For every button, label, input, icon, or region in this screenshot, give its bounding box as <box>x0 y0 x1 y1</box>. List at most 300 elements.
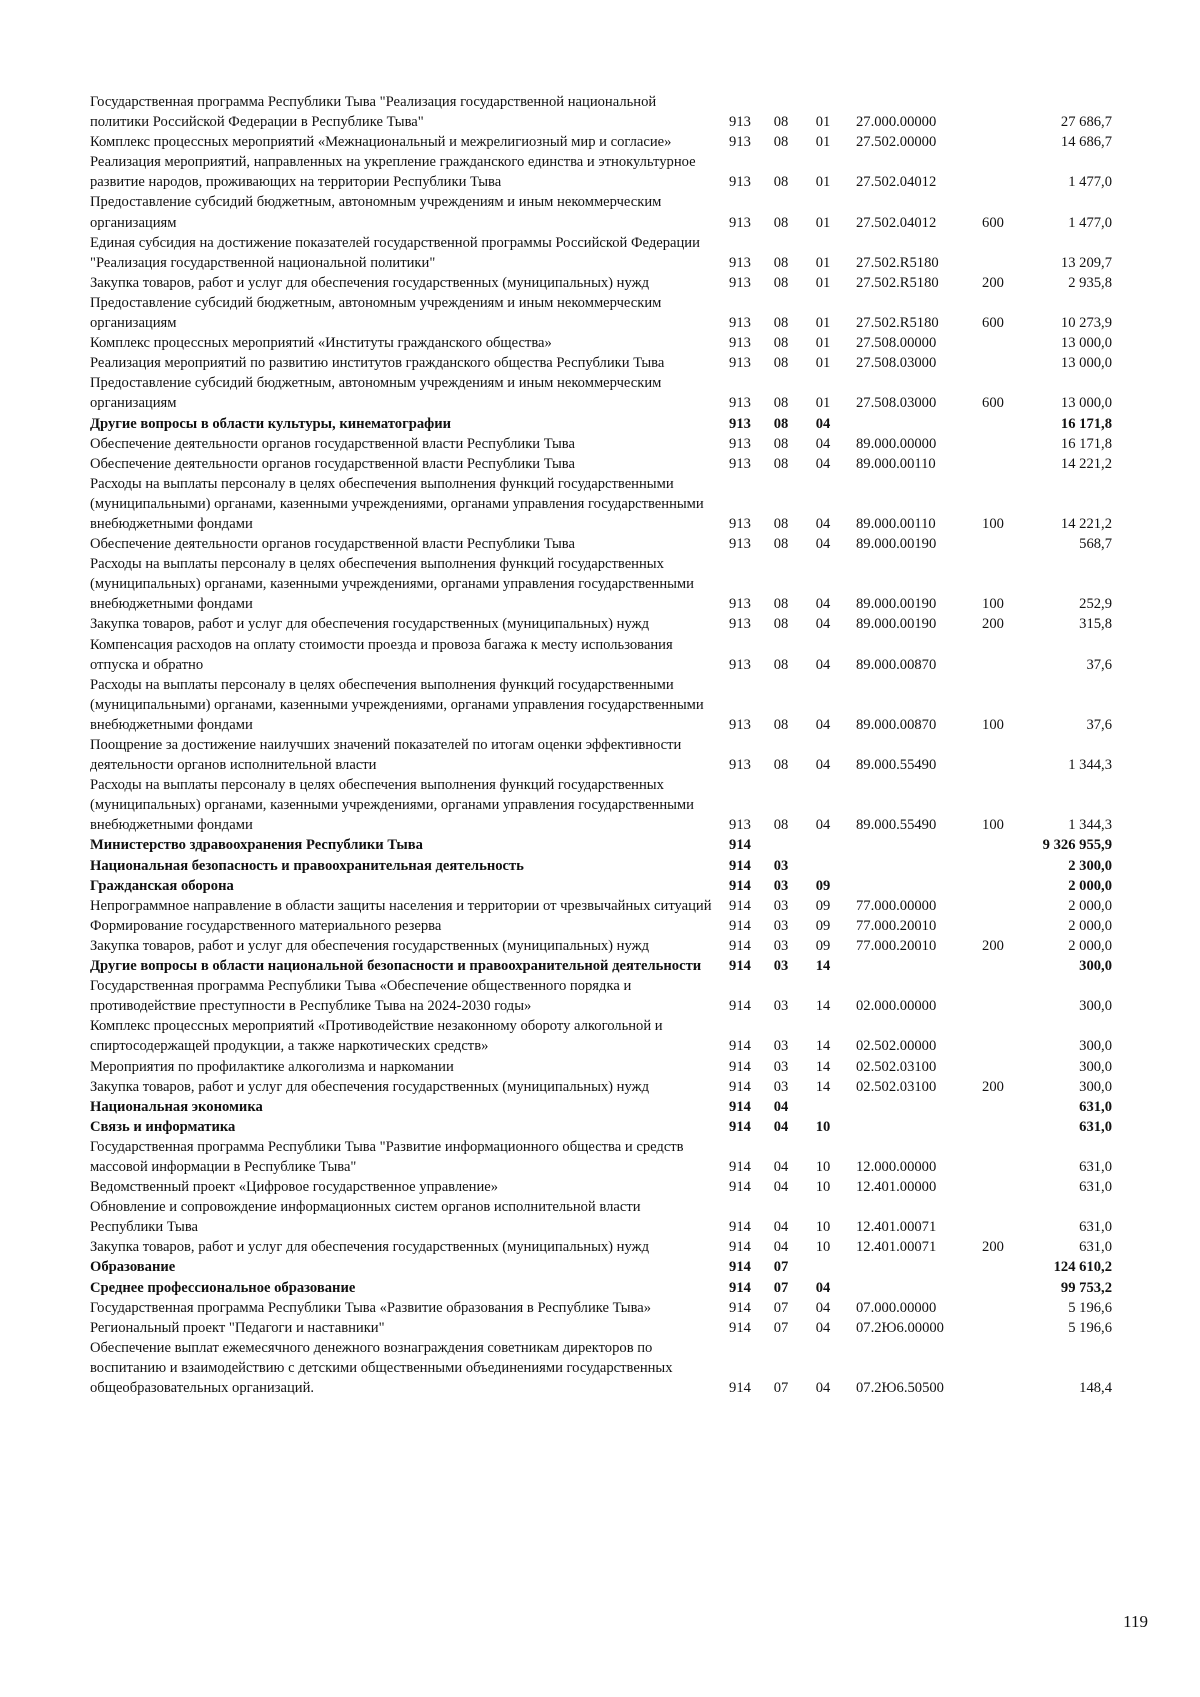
amount: 568,7 <box>1079 536 1112 553</box>
grbs-code: 913 <box>729 435 751 452</box>
amount: 1 344,3 <box>1068 757 1112 774</box>
table-row <box>90 876 1130 896</box>
target-article-code: 89.000.55490 <box>856 817 937 834</box>
grbs-code: 913 <box>729 134 751 151</box>
target-article-code: 02.000.00000 <box>856 998 937 1015</box>
row-name: Обеспечение выплат ежемесячного денежного вознаграждения советникам директоров по воспитанию и взаимодействию с детскими общественными объединениями государственных общеобразовательных организаций. <box>90 1339 673 1396</box>
target-article-code: 89.000.00870 <box>856 656 937 673</box>
amount: 27 686,7 <box>1060 114 1112 131</box>
amount: 14 686,7 <box>1060 134 1112 151</box>
subsection-code: 14 <box>815 958 831 975</box>
grbs-code: 914 <box>729 1299 751 1316</box>
table-row <box>90 635 1130 675</box>
expense-type-code: 100 <box>982 596 1004 613</box>
grbs-code: 914 <box>729 958 751 975</box>
row-name: Расходы на выплаты персоналу в целях обеспечения выполнения функций государственными (муниципальными) органами, казенными учреждениями, органами управления государственными внебюджетными фондами <box>90 676 704 733</box>
subsection-code: 04 <box>815 616 831 633</box>
amount: 300,0 <box>1079 1038 1112 1055</box>
row-name: Закупка товаров, работ и услуг для обеспечения государственных (муниципальных) нужд <box>90 616 650 633</box>
target-article-code: 89.000.00000 <box>856 435 937 452</box>
section-code: 08 <box>773 616 789 633</box>
grbs-code: 914 <box>729 1158 751 1175</box>
table-row <box>90 1338 1130 1398</box>
row-name: Реализация мероприятий, направленных на укрепление гражданского единства и этнокультурное развитие народов, проживающих на территории Республики Тыва <box>90 154 696 191</box>
section-code: 08 <box>773 134 789 151</box>
grbs-code: 913 <box>729 455 751 472</box>
grbs-code: 913 <box>729 716 751 733</box>
row-name: Расходы на выплаты персоналу в целях обеспечения выполнения функций государственными (муниципальными) органами, казенными учреждениями, органами управления государственными внебюджетными фондами <box>90 475 704 532</box>
table-row <box>90 976 1130 1016</box>
target-article-code: 27.508.03000 <box>856 395 937 412</box>
table-row <box>90 333 1130 353</box>
grbs-code: 913 <box>729 515 751 532</box>
amount: 2 000,0 <box>1068 917 1112 934</box>
grbs-code: 913 <box>729 656 751 673</box>
section-code: 07 <box>773 1380 789 1396</box>
row-name: Государственная программа Республики Тыва "Развитие информационного общества и средств массовой информации в Республике Тыва" <box>90 1138 684 1175</box>
subsection-code: 04 <box>815 716 831 733</box>
target-article-code: 89.000.55490 <box>856 757 937 774</box>
row-name: Комплекс процессных мероприятий «Институты гражданского общества» <box>90 335 552 352</box>
target-article-code: 27.502.00000 <box>856 134 937 151</box>
table-row <box>90 775 1130 835</box>
section-code: 08 <box>773 355 789 372</box>
row-name: Непрограммное направление в области защиты населения и территории от чрезвычайных ситуаций <box>90 897 712 914</box>
amount: 300,0 <box>1079 998 1112 1015</box>
section-code: 07 <box>773 1299 789 1316</box>
section-code: 08 <box>773 174 789 191</box>
grbs-code: 914 <box>729 1098 751 1115</box>
table-row <box>90 936 1130 956</box>
subsection-code: 04 <box>815 656 831 673</box>
target-article-code: 27.502.R5180 <box>856 274 939 291</box>
amount: 2 000,0 <box>1068 937 1112 954</box>
section-code: 04 <box>773 1098 789 1115</box>
expense-type-code: 100 <box>982 716 1004 733</box>
amount: 124 610,2 <box>1053 1259 1112 1276</box>
table-row <box>90 414 1130 434</box>
subsection-code: 09 <box>815 897 831 914</box>
section-code: 04 <box>773 1239 789 1256</box>
target-article-code: 07.2Ю6.00000 <box>856 1319 944 1336</box>
target-article-code: 77.000.20010 <box>856 917 937 934</box>
amount: 37,6 <box>1086 716 1112 733</box>
target-article-code: 12.401.00071 <box>856 1219 937 1236</box>
grbs-code: 914 <box>729 857 751 874</box>
subsection-code: 04 <box>815 536 831 553</box>
amount: 13 000,0 <box>1060 355 1112 372</box>
table-row <box>90 1197 1130 1237</box>
target-article-code: 89.000.00190 <box>856 616 937 633</box>
row-name: Реализация мероприятий по развитию институтов гражданского общества Республики Тыва <box>90 355 665 372</box>
grbs-code: 913 <box>729 114 751 131</box>
table-row <box>90 434 1130 454</box>
section-code: 03 <box>773 937 789 954</box>
table-row <box>90 534 1130 554</box>
target-article-code: 89.000.00190 <box>856 596 937 613</box>
amount: 2 300,0 <box>1068 857 1112 874</box>
subsection-code: 01 <box>815 315 831 332</box>
subsection-code: 01 <box>815 174 831 191</box>
amount: 9 326 955,9 <box>1042 837 1112 854</box>
table-row <box>90 353 1130 373</box>
row-name: Компенсация расходов на оплату стоимости проезда и провоза багажа к месту использования отпуска и обратно <box>90 636 673 673</box>
grbs-code: 913 <box>729 355 751 372</box>
row-name: Расходы на выплаты персоналу в целях обеспечения выполнения функций государственных (муниципальных) органами, казенными учреждениями, органами управления государственными внебюджетными фондами <box>90 556 694 613</box>
table-row <box>90 1237 1130 1257</box>
table-row <box>90 856 1130 876</box>
section-code: 07 <box>773 1319 789 1336</box>
page-number: 119 <box>1123 1612 1148 1631</box>
amount: 16 171,8 <box>1060 435 1112 452</box>
target-article-code: 12.000.00000 <box>856 1158 937 1175</box>
subsection-code: 01 <box>815 355 831 372</box>
subsection-code: 04 <box>815 1279 831 1296</box>
section-code: 08 <box>773 716 789 733</box>
section-code: 07 <box>773 1279 789 1296</box>
section-code: 03 <box>773 917 789 934</box>
subsection-code: 10 <box>815 1179 831 1196</box>
table-row <box>90 1097 1130 1117</box>
table-row <box>90 1257 1130 1277</box>
grbs-code: 913 <box>729 315 751 332</box>
subsection-code: 04 <box>815 415 831 432</box>
subsection-code: 01 <box>815 134 831 151</box>
amount: 10 273,9 <box>1060 315 1112 332</box>
grbs-code: 913 <box>729 335 751 352</box>
table-row <box>90 896 1130 916</box>
subsection-code: 14 <box>815 1058 831 1075</box>
target-article-code: 27.000.00000 <box>856 114 937 131</box>
subsection-code: 04 <box>815 455 831 472</box>
amount: 148,4 <box>1079 1380 1112 1396</box>
section-code: 08 <box>773 596 789 613</box>
target-article-code: 27.502.04012 <box>856 174 937 191</box>
grbs-code: 913 <box>729 616 751 633</box>
row-name: Расходы на выплаты персоналу в целях обеспечения выполнения функций государственных (муниципальных) органами, казенными учреждениями, органами управления государственными внебюджетными фондами <box>90 777 694 834</box>
amount: 300,0 <box>1079 958 1112 975</box>
amount: 631,0 <box>1079 1098 1112 1115</box>
table-row <box>90 735 1130 775</box>
section-code: 08 <box>773 315 789 332</box>
section-code: 08 <box>773 254 789 271</box>
section-code: 04 <box>773 1179 789 1196</box>
section-code: 08 <box>773 335 789 352</box>
row-name: Министерство здравоохранения Республики Тыва <box>90 837 423 854</box>
table-row <box>90 1057 1130 1077</box>
amount: 99 753,2 <box>1060 1279 1112 1296</box>
table-row <box>90 1278 1130 1298</box>
grbs-code: 914 <box>729 1259 751 1276</box>
subsection-code: 01 <box>815 335 831 352</box>
section-code: 03 <box>773 1078 789 1095</box>
section-code: 08 <box>773 656 789 673</box>
row-name: Комплекс процессных мероприятий «Противодействие незаконному обороту алкогольной и спиртосодержащей продукции, а также наркотических средств» <box>90 1018 663 1055</box>
row-name: Предоставление субсидий бюджетным, автономным учреждениям и иным некоммерческим организациям <box>90 294 662 332</box>
target-article-code: 77.000.00000 <box>856 897 937 914</box>
table-row <box>90 1177 1130 1197</box>
grbs-code: 913 <box>729 596 751 613</box>
table-row <box>90 474 1130 534</box>
row-name: Государственная программа Республики Тыва «Развитие образования в Республике Тыва» <box>90 1299 652 1316</box>
amount: 2 000,0 <box>1068 897 1112 914</box>
section-code: 03 <box>773 1038 789 1055</box>
grbs-code: 914 <box>729 917 751 934</box>
target-article-code: 89.000.00870 <box>856 716 937 733</box>
section-code: 04 <box>773 1118 789 1135</box>
target-article-code: 12.401.00000 <box>856 1179 937 1196</box>
amount: 5 196,6 <box>1068 1299 1112 1316</box>
amount: 13 000,0 <box>1060 335 1112 352</box>
grbs-code: 913 <box>729 817 751 834</box>
table-row <box>90 233 1130 273</box>
grbs-code: 913 <box>729 174 751 191</box>
table-row <box>90 1077 1130 1097</box>
expense-type-code: 200 <box>982 274 1004 291</box>
subsection-code: 14 <box>815 1038 831 1055</box>
grbs-code: 913 <box>729 395 751 412</box>
section-code: 08 <box>773 757 789 774</box>
subsection-code: 04 <box>815 435 831 452</box>
table-row <box>90 1137 1130 1177</box>
subsection-code: 01 <box>815 254 831 271</box>
subsection-code: 09 <box>815 877 831 894</box>
section-code: 08 <box>773 415 789 432</box>
amount: 300,0 <box>1079 1058 1112 1075</box>
subsection-code: 04 <box>815 757 831 774</box>
amount: 2 000,0 <box>1068 877 1112 894</box>
subsection-code: 01 <box>815 214 831 231</box>
grbs-code: 914 <box>729 1058 751 1075</box>
subsection-code: 09 <box>815 917 831 934</box>
row-name: Обеспечение деятельности органов государственной власти Республики Тыва <box>90 455 575 472</box>
table-row <box>90 1117 1130 1137</box>
subsection-code: 04 <box>815 1380 831 1396</box>
table-row <box>90 1298 1130 1318</box>
row-name: Закупка товаров, работ и услуг для обеспечения государственных (муниципальных) нужд <box>90 274 650 291</box>
amount: 2 935,8 <box>1068 274 1112 291</box>
row-name: Предоставление субсидий бюджетным, автономным учреждениям и иным некоммерческим организациям <box>90 194 662 231</box>
grbs-code: 914 <box>729 1380 751 1396</box>
expense-type-code: 600 <box>982 315 1004 332</box>
section-code: 03 <box>773 1058 789 1075</box>
amount: 14 221,2 <box>1060 455 1112 472</box>
grbs-code: 914 <box>729 837 751 854</box>
row-name: Региональный проект "Педагоги и наставники" <box>90 1319 385 1336</box>
grbs-code: 914 <box>729 897 751 914</box>
target-article-code: 77.000.20010 <box>856 937 937 954</box>
amount: 1 344,3 <box>1068 817 1112 834</box>
section-code: 03 <box>773 877 789 894</box>
grbs-code: 914 <box>729 1179 751 1196</box>
row-name: Государственная программа Республики Тыва "Реализация государственной национальной политики Российской Федерации в Республике Тыва" <box>90 94 657 131</box>
grbs-code: 913 <box>729 536 751 553</box>
expense-type-code: 600 <box>982 395 1004 412</box>
amount: 631,0 <box>1079 1239 1112 1256</box>
amount: 1 477,0 <box>1068 174 1112 191</box>
section-code: 04 <box>773 1158 789 1175</box>
grbs-code: 914 <box>729 1118 751 1135</box>
table-row <box>90 92 1130 132</box>
table-row <box>90 273 1130 293</box>
grbs-code: 914 <box>729 1038 751 1055</box>
table-row <box>90 675 1130 735</box>
table-row <box>90 916 1130 936</box>
row-name: Мероприятия по профилактике алкоголизма и наркомании <box>90 1058 454 1075</box>
section-code: 08 <box>773 395 789 412</box>
subsection-code: 04 <box>815 515 831 532</box>
expense-type-code: 100 <box>982 515 1004 532</box>
grbs-code: 914 <box>729 1078 751 1095</box>
row-name: Предоставление субсидий бюджетным, автономным учреждениям и иным некоммерческим организациям <box>90 375 662 412</box>
table-row <box>90 192 1130 232</box>
expense-type-code: 600 <box>982 214 1004 231</box>
grbs-code: 914 <box>729 877 751 894</box>
section-code: 04 <box>773 1219 789 1236</box>
amount: 252,9 <box>1079 596 1112 613</box>
grbs-code: 914 <box>729 998 751 1015</box>
row-name: Другие вопросы в области культуры, кинематографии <box>90 415 452 432</box>
table-row <box>90 956 1130 976</box>
grbs-code: 913 <box>729 254 751 271</box>
expense-type-code: 200 <box>982 937 1004 954</box>
target-article-code: 27.508.03000 <box>856 355 937 372</box>
row-name: Обеспечение деятельности органов государственной власти Республики Тыва <box>90 536 575 553</box>
section-code: 03 <box>773 958 789 975</box>
row-name: Единая субсидия на достижение показателей государственной программы Российской Федерации "Реализация государственной национальной политики" <box>90 234 700 271</box>
row-name: Закупка товаров, работ и услуг для обеспечения государственных (муниципальных) нужд <box>90 937 650 954</box>
target-article-code: 07.000.00000 <box>856 1299 937 1316</box>
table-row <box>90 152 1130 192</box>
target-article-code: 27.502.04012 <box>856 214 937 231</box>
subsection-code: 04 <box>815 1319 831 1336</box>
section-code: 08 <box>773 455 789 472</box>
amount: 37,6 <box>1086 656 1112 673</box>
row-name: Комплекс процессных мероприятий «Межнациональный и межрелигиозный мир и согласие» <box>90 134 672 151</box>
row-name: Ведомственный проект «Цифровое государственное управление» <box>90 1179 499 1196</box>
target-article-code: 89.000.00110 <box>856 515 936 532</box>
amount: 14 221,2 <box>1060 515 1112 532</box>
target-article-code: 89.000.00190 <box>856 536 937 553</box>
section-code: 03 <box>773 897 789 914</box>
table-row <box>90 373 1130 413</box>
row-name: Национальная экономика <box>90 1098 263 1115</box>
grbs-code: 913 <box>729 757 751 774</box>
table-row <box>90 1016 1130 1056</box>
subsection-code: 04 <box>815 1299 831 1316</box>
amount: 631,0 <box>1079 1219 1112 1236</box>
amount: 1 477,0 <box>1068 214 1112 231</box>
row-name: Обновление и сопровождение информационных систем органов исполнительной власти Республики Тыва <box>90 1199 641 1236</box>
budget-table <box>90 92 1130 1398</box>
row-name: Формирование государственного материального резерва <box>90 917 442 934</box>
subsection-code: 01 <box>815 274 831 291</box>
expense-type-code: 200 <box>982 1078 1004 1095</box>
subsection-code: 01 <box>815 395 831 412</box>
subsection-code: 10 <box>815 1158 831 1175</box>
amount: 315,8 <box>1079 616 1112 633</box>
row-name: Другие вопросы в области национальной безопасности и правоохранительной деятельности <box>90 958 702 975</box>
section-code: 08 <box>773 114 789 131</box>
subsection-code: 10 <box>815 1219 831 1236</box>
row-name: Государственная программа Республики Тыва «Обеспечение общественного порядка и противодействие преступности в Республике Тыва на 2024-2030 годы» <box>90 978 632 1015</box>
table-row <box>90 454 1130 474</box>
grbs-code: 913 <box>729 274 751 291</box>
amount: 631,0 <box>1079 1179 1112 1196</box>
section-code: 07 <box>773 1259 789 1276</box>
target-article-code: 02.502.00000 <box>856 1038 937 1055</box>
row-name: Закупка товаров, работ и услуг для обеспечения государственных (муниципальных) нужд <box>90 1239 650 1256</box>
expense-type-code: 200 <box>982 1239 1004 1256</box>
target-article-code: 02.502.03100 <box>856 1058 937 1075</box>
row-name: Среднее профессиональное образование <box>90 1279 356 1296</box>
target-article-code: 02.502.03100 <box>856 1078 937 1095</box>
grbs-code: 914 <box>729 937 751 954</box>
table-row <box>90 614 1130 634</box>
section-code: 08 <box>773 817 789 834</box>
section-code: 03 <box>773 998 789 1015</box>
row-name: Связь и информатика <box>90 1118 236 1135</box>
grbs-code: 913 <box>729 214 751 231</box>
row-name: Образование <box>90 1259 176 1276</box>
grbs-code: 913 <box>729 415 751 432</box>
amount: 13 209,7 <box>1060 254 1112 271</box>
amount: 300,0 <box>1079 1078 1112 1095</box>
grbs-code: 914 <box>729 1279 751 1296</box>
target-article-code: 27.502.R5180 <box>856 254 939 271</box>
amount: 16 171,8 <box>1060 415 1112 432</box>
subsection-code: 14 <box>815 1078 831 1095</box>
target-article-code: 27.508.00000 <box>856 335 937 352</box>
table-row <box>90 132 1130 152</box>
grbs-code: 914 <box>729 1319 751 1336</box>
table-row <box>90 835 1130 855</box>
amount: 5 196,6 <box>1068 1319 1112 1336</box>
section-code: 08 <box>773 515 789 532</box>
section-code: 08 <box>773 536 789 553</box>
table-row <box>90 554 1130 614</box>
subsection-code: 14 <box>815 998 831 1015</box>
subsection-code: 04 <box>815 596 831 613</box>
target-article-code: 12.401.00071 <box>856 1239 937 1256</box>
subsection-code: 10 <box>815 1239 831 1256</box>
amount: 13 000,0 <box>1060 395 1112 412</box>
row-name: Национальная безопасность и правоохранительная деятельность <box>90 857 524 874</box>
target-article-code: 07.2Ю6.50500 <box>856 1380 944 1396</box>
table-row <box>90 1318 1130 1338</box>
table-row <box>90 293 1130 333</box>
section-code: 03 <box>773 857 789 874</box>
amount: 631,0 <box>1079 1118 1112 1135</box>
expense-type-code: 200 <box>982 616 1004 633</box>
subsection-code: 04 <box>815 817 831 834</box>
target-article-code: 89.000.00110 <box>856 455 936 472</box>
row-name: Закупка товаров, работ и услуг для обеспечения государственных (муниципальных) нужд <box>90 1078 650 1095</box>
section-code: 08 <box>773 435 789 452</box>
section-code: 08 <box>773 274 789 291</box>
section-code: 08 <box>773 214 789 231</box>
row-name: Гражданская оборона <box>90 877 234 894</box>
subsection-code: 10 <box>815 1118 831 1135</box>
grbs-code: 914 <box>729 1239 751 1256</box>
subsection-code: 09 <box>815 937 831 954</box>
row-name: Обеспечение деятельности органов государственной власти Республики Тыва <box>90 435 575 452</box>
subsection-code: 01 <box>815 114 831 131</box>
grbs-code: 914 <box>729 1219 751 1236</box>
row-name: Поощрение за достижение наилучших значений показателей по итогам оценки эффективности деятельности органов исполнительной власти <box>90 737 682 774</box>
expense-type-code: 100 <box>982 817 1004 834</box>
amount: 631,0 <box>1079 1158 1112 1175</box>
